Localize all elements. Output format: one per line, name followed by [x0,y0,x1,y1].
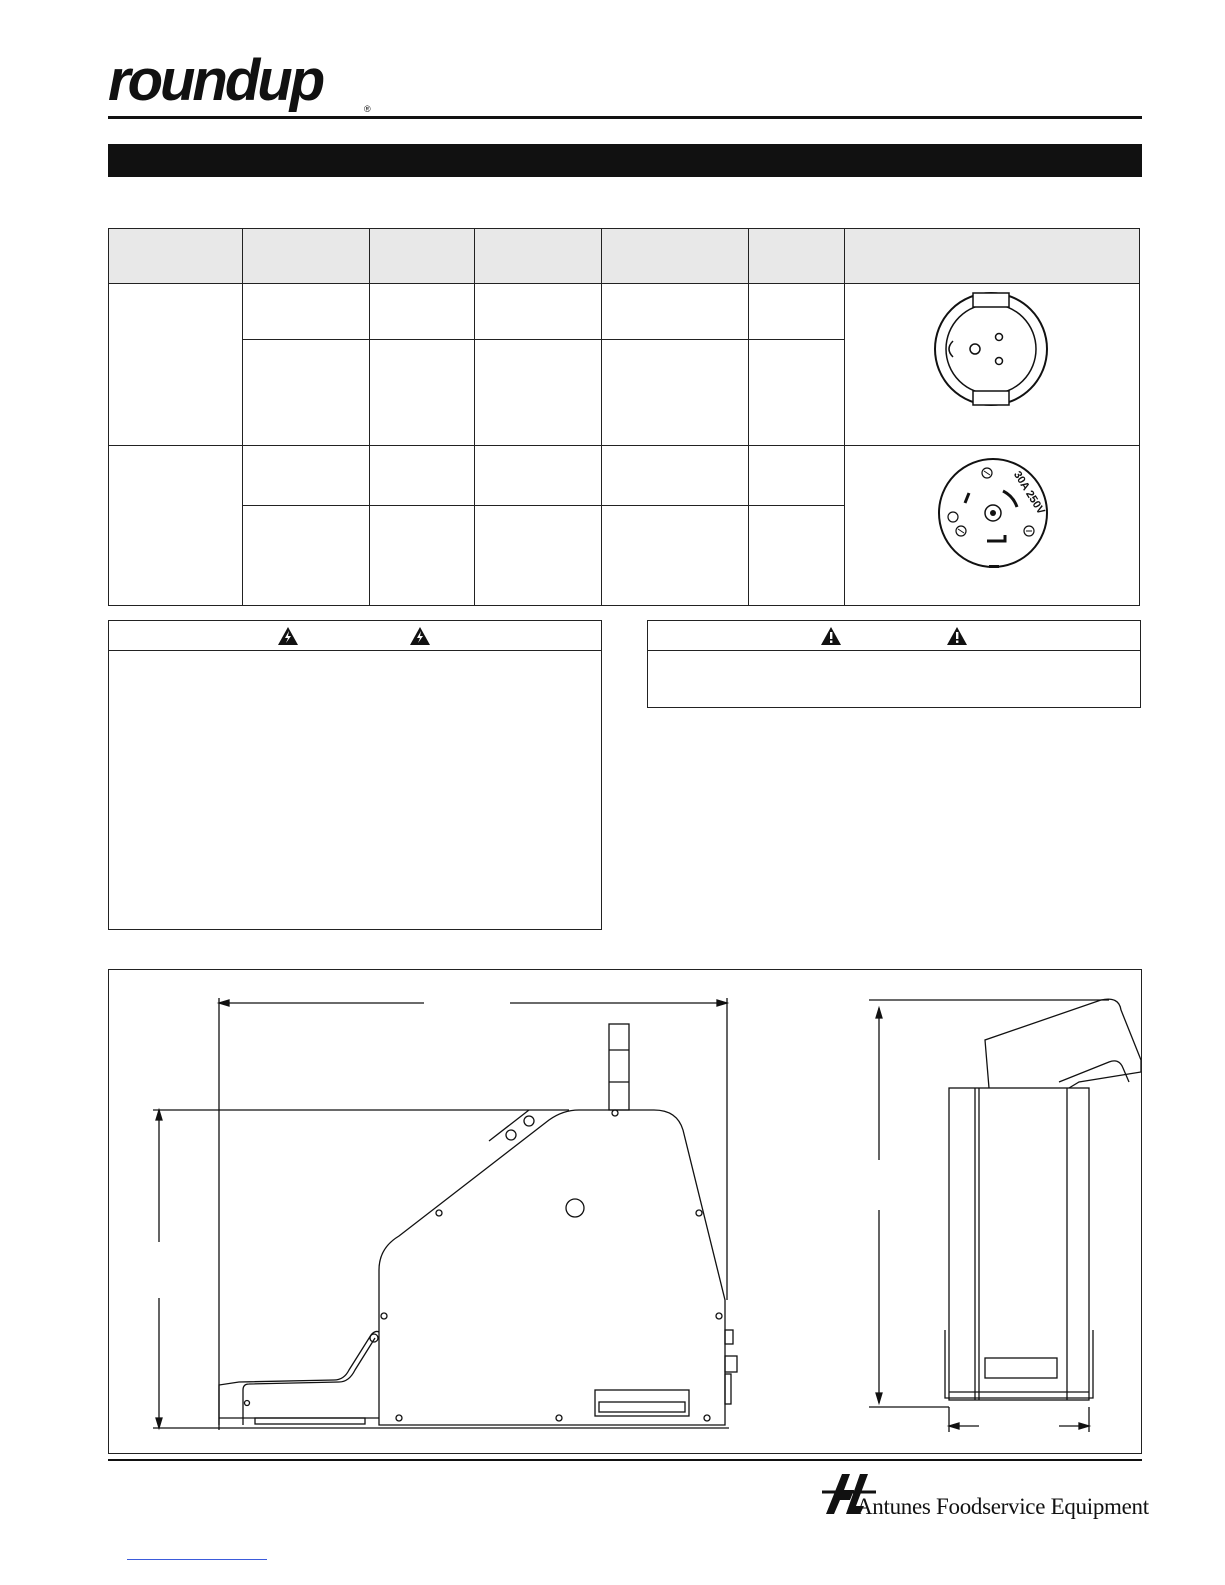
warning-box-header [648,621,1140,651]
row-divider [242,505,844,506]
header-rule [108,116,1142,119]
dimension-drawing-frame [108,969,1142,1454]
link-underline[interactable] [127,1559,267,1560]
row-divider [242,339,844,340]
warning-box-caution [647,620,1141,708]
col-divider [242,229,243,605]
electrical-hazard-icon [409,626,431,646]
electrical-hazard-icon [277,626,299,646]
brand-text: roundup [108,52,323,113]
receptacle-rating-text: 30A 250V [1011,469,1047,517]
locking-receptacle-30a [931,455,1055,579]
twist-lock-receptacle-3pin [931,289,1051,409]
registered-mark: ® [364,104,371,114]
title-bar [108,144,1142,177]
spec-table [108,228,1140,606]
footer-rule [108,1459,1142,1461]
col-divider [474,229,475,605]
col-divider [748,229,749,605]
company-name: Antunes Foodservice Equipment [856,1494,1149,1519]
caution-triangle-icon [946,626,968,646]
caution-triangle-icon [820,626,842,646]
row-divider [109,445,1139,446]
warning-box-electrical [108,620,602,930]
roundup-logo [106,52,406,116]
col-divider [601,229,602,605]
spec-table-header [109,229,1139,284]
toaster-line-drawing [109,970,1141,1453]
col-divider [369,229,370,605]
col-divider [844,229,845,605]
warning-box-header [109,621,601,651]
